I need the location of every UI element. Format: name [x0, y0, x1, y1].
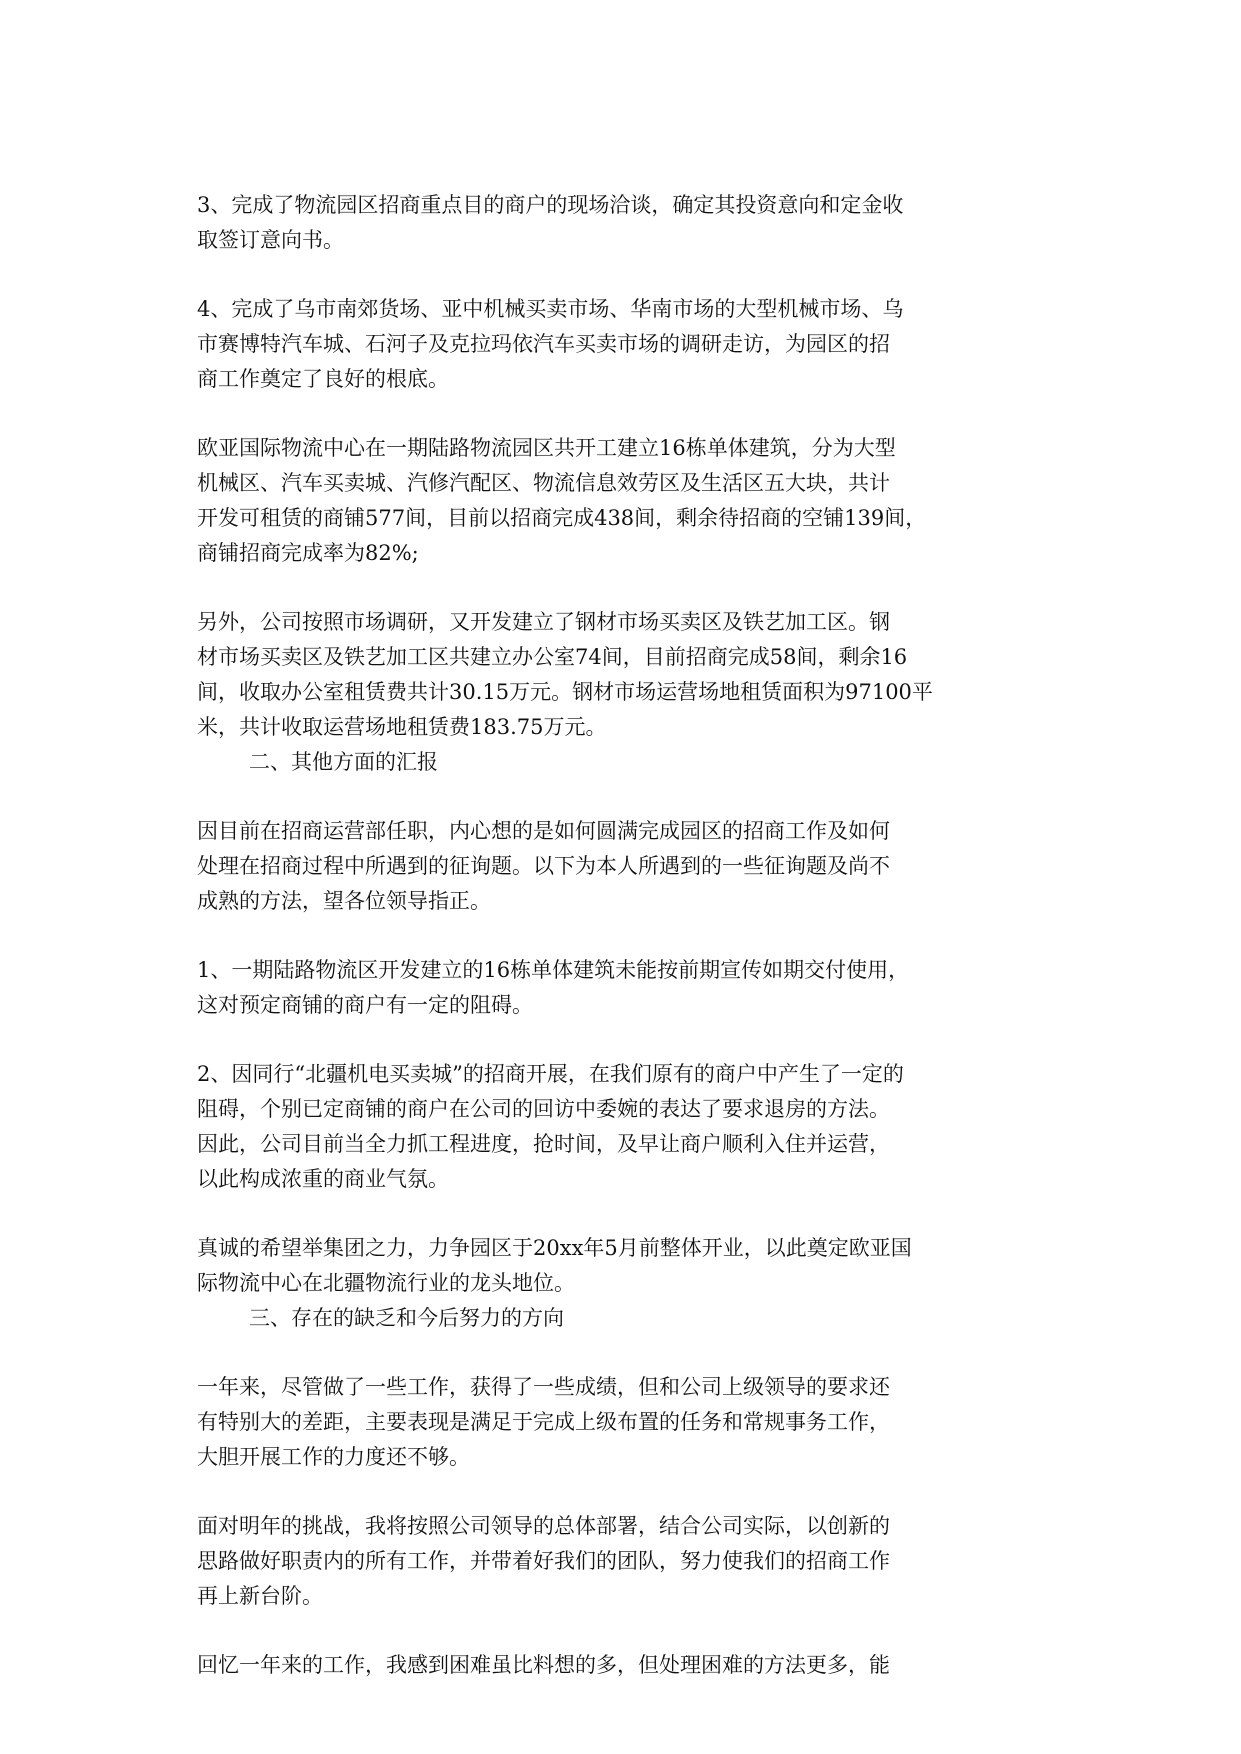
paragraph: 面对明年的挑战，我将按照公司领导的总体部署，结合公司实际，以创新的 思路做好职责内的所有工作，并带着好我们的团队，努力使我们的招商工作 再上新台阶。 — [197, 1514, 890, 1608]
paragraph: 因目前在招商运营部任职，内心想的是如何圆满完成园区的招商工作及如何 处理在招商过程中所遇到的征询题。以下为本人所遇到的一些征询题及尚不 成熟的方法，望各位领导指正。 — [197, 819, 890, 913]
section-heading: 三、存在的缺乏和今后努力的方向 — [249, 1306, 564, 1330]
paragraph: 真诚的希望举集团之力，力争园区于20xx年5月前整体开业，以此奠定欧亚国 际物流中心在北疆物流行业的龙头地位。 — [197, 1236, 912, 1295]
paragraph: 欧亚国际物流中心在一期陆路物流园区共开工建立16栋单体建筑，分为大型 机械区、汽车买卖城、汽修汽配区、物流信息效劳区及生活区五大块，共计 开发可租赁的商铺577间，目前以招商完成438间，剩余待招商的空铺139间， 商铺招商完成率为82%; — [197, 436, 927, 565]
paragraph: 1、一期陆路物流区开发建立的16栋单体建筑未能按前期宣传如期交付使用， 这对预定商铺的商户有一定的阻碍。 — [197, 958, 910, 1017]
document-page — [197, 188, 1047, 1717]
paragraph: 一年来，尽管做了一些工作，获得了一些成绩，但和公司上级领导的要求还 有特别大的差距，主要表现是满足于完成上级布置的任务和常规事务工作， 大胆开展工作的力度还不够。 — [197, 1375, 890, 1469]
paragraph: 回忆一年来的工作，我感到困难虽比料想的多，但处理困难的方法更多，能 — [197, 1653, 890, 1677]
section-heading: 二、其他方面的汇报 — [249, 750, 438, 774]
paragraph: 2、因同行“北疆机电买卖城”的招商开展，在我们原有的商户中产生了一定的 阻碍，个别已定商铺的商户在公司的回访中委婉的表达了要求退房的方法。 因此，公司目前当全力抓工程进度，抢时间，及早让商户顺利入住并运营， 以此构成浓重的商业气氛。 — [197, 1062, 904, 1191]
paragraph: 4、完成了乌市南郊货场、亚中机械买卖市场、华南市场的大型机械市场、乌 市赛博特汽车城、石河子及克拉玛依汽车买卖市场的调研走访，为园区的招 商工作奠定了良好的根底。 — [197, 297, 904, 391]
paragraph: 另外，公司按照市场调研，又开发建立了钢材市场买卖区及铁艺加工区。钢 材市场买卖区及铁艺加工区共建立办公室74间，目前招商完成58间，剩余16 间，收取办公室租赁费共计30.15万元。钢材市场运营场地租赁面积为97100平 米，共计收取运营场地租赁费183.75万元。 — [197, 610, 933, 739]
paragraph: 3、完成了物流园区招商重点目的商户的现场洽谈，确定其投资意向和定金收 取签订意向书。 — [197, 193, 904, 252]
